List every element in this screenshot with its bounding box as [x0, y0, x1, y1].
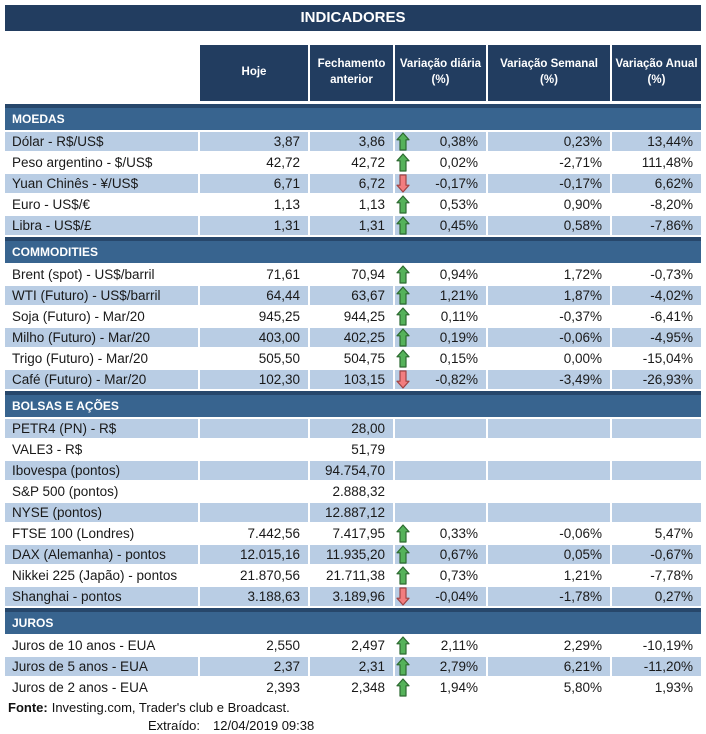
cell-fechamento: 12.887,12 [310, 503, 393, 522]
row-label: Soja (Futuro) - Mar/20 [5, 307, 198, 326]
up-arrow-icon [396, 636, 410, 655]
row-label: Peso argentino - $/US$ [5, 153, 198, 172]
cell-hoje: 3,87 [200, 132, 308, 151]
cell-variacao-anual: -8,20% [612, 195, 701, 214]
cell-fechamento: 1,13 [310, 195, 393, 214]
cell-fechamento: 63,67 [310, 286, 393, 305]
cell-variacao-diaria [395, 636, 486, 655]
cell-variacao-semanal [488, 419, 610, 438]
cell-variacao-semanal: 0,90% [488, 195, 610, 214]
cell-hoje: 21.870,56 [200, 566, 308, 585]
row-label: Juros de 5 anos - EUA [5, 657, 198, 676]
table-row [5, 195, 701, 214]
cell-variacao-diaria [395, 461, 486, 480]
up-arrow-icon [396, 286, 410, 305]
table-row [5, 286, 701, 305]
table-row [5, 566, 701, 585]
cell-variacao-semanal: -0,06% [488, 328, 610, 347]
row-label: Brent (spot) - US$/barril [5, 265, 198, 284]
table-row [5, 524, 701, 543]
cell-hoje: 2,550 [200, 636, 308, 655]
cell-hoje: 6,71 [200, 174, 308, 193]
cell-variacao-diaria [395, 132, 486, 151]
cell-fechamento: 21.711,38 [310, 566, 393, 585]
cell-variacao-anual: 5,47% [612, 524, 701, 543]
row-label: Dólar - R$/US$ [5, 132, 198, 151]
row-label: Yuan Chinês - ¥/US$ [5, 174, 198, 193]
extracted-timestamp: 12/04/2019 09:38 [213, 718, 315, 733]
variacao-diaria-value: 0,33% [439, 526, 478, 541]
cell-fechamento: 3,86 [310, 132, 393, 151]
section-header-moedas: MOEDAS [5, 104, 701, 130]
table-row [5, 349, 701, 368]
cell-hoje: 2,393 [200, 678, 308, 697]
variacao-diaria-value: 0,73% [439, 568, 478, 583]
cell-hoje: 2,37 [200, 657, 308, 676]
variacao-diaria-value: 0,19% [439, 330, 478, 345]
cell-variacao-diaria [395, 216, 486, 235]
row-label: Ibovespa (pontos) [5, 461, 198, 480]
cell-variacao-semanal [488, 440, 610, 459]
cell-hoje: 1,13 [200, 195, 308, 214]
cell-variacao-diaria [395, 195, 486, 214]
table-row [5, 461, 701, 480]
cell-fechamento: 28,00 [310, 419, 393, 438]
cell-variacao-anual: -0,73% [612, 265, 701, 284]
cell-variacao-diaria [395, 349, 486, 368]
column-header-variacao-semanal: Variação Semanal (%) [488, 45, 610, 101]
cell-fechamento: 1,31 [310, 216, 393, 235]
row-label: PETR4 (PN) - R$ [5, 419, 198, 438]
cell-variacao-semanal: -0,06% [488, 524, 610, 543]
table-row [5, 678, 701, 697]
cell-variacao-diaria [395, 657, 486, 676]
cell-fechamento: 504,75 [310, 349, 393, 368]
row-label: Libra - US$/£ [5, 216, 198, 235]
cell-variacao-anual: -15,04% [612, 349, 701, 368]
column-header-hoje: Hoje [200, 45, 308, 101]
cell-hoje [200, 503, 308, 522]
up-arrow-icon [396, 349, 410, 368]
cell-hoje: 403,00 [200, 328, 308, 347]
table-row [5, 216, 701, 235]
up-arrow-icon [396, 657, 410, 676]
row-label: Juros de 10 anos - EUA [5, 636, 198, 655]
cell-variacao-diaria [395, 524, 486, 543]
cell-variacao-diaria [395, 153, 486, 172]
table-row [5, 657, 701, 676]
cell-variacao-diaria [395, 482, 486, 501]
cell-fechamento: 70,94 [310, 265, 393, 284]
cell-variacao-semanal: -0,17% [488, 174, 610, 193]
up-arrow-icon [396, 265, 410, 284]
column-header-row [5, 45, 701, 101]
variacao-diaria-value: 2,11% [440, 638, 478, 653]
row-label: Nikkei 225 (Japão) - pontos [5, 566, 198, 585]
up-arrow-icon [396, 195, 410, 214]
variacao-diaria-value: 0,02% [439, 155, 478, 170]
source-line [5, 700, 701, 716]
row-label: S&P 500 (pontos) [5, 482, 198, 501]
variacao-diaria-value: 0,45% [439, 218, 478, 233]
up-arrow-icon [396, 678, 410, 697]
table-body [5, 104, 701, 697]
cell-variacao-semanal: -1,78% [488, 587, 610, 606]
row-label: WTI (Futuro) - US$/barril [5, 286, 198, 305]
cell-variacao-anual: 13,44% [612, 132, 701, 151]
cell-hoje: 71,61 [200, 265, 308, 284]
variacao-diaria-value: 0,11% [440, 309, 478, 324]
cell-fechamento: 6,72 [310, 174, 393, 193]
variacao-diaria-value: 1,21% [439, 288, 478, 303]
cell-variacao-diaria [395, 566, 486, 585]
table-row [5, 132, 701, 151]
cell-variacao-semanal: 5,80% [488, 678, 610, 697]
cell-variacao-semanal [488, 503, 610, 522]
cell-fechamento: 2,31 [310, 657, 393, 676]
cell-variacao-anual [612, 440, 701, 459]
cell-variacao-anual: -10,19% [612, 636, 701, 655]
cell-fechamento: 2,497 [310, 636, 393, 655]
cell-variacao-anual [612, 503, 701, 522]
cell-variacao-semanal: -0,37% [488, 307, 610, 326]
cell-variacao-diaria [395, 370, 486, 389]
cell-hoje: 64,44 [200, 286, 308, 305]
table-row [5, 587, 701, 606]
cell-fechamento: 94.754,70 [310, 461, 393, 480]
row-label: Euro - US$/€ [5, 195, 198, 214]
table-row [5, 328, 701, 347]
cell-variacao-semanal: -3,49% [488, 370, 610, 389]
cell-fechamento: 3.189,96 [310, 587, 393, 606]
source-label: Fonte: [8, 700, 48, 715]
table-row [5, 153, 701, 172]
row-label: Juros de 2 anos - EUA [5, 678, 198, 697]
cell-variacao-semanal: 1,72% [488, 265, 610, 284]
cell-hoje: 12.015,16 [200, 545, 308, 564]
cell-variacao-anual [612, 482, 701, 501]
cell-variacao-diaria [395, 587, 486, 606]
cell-variacao-semanal: 1,21% [488, 566, 610, 585]
variacao-diaria-value: 0,38% [439, 134, 478, 149]
cell-fechamento: 402,25 [310, 328, 393, 347]
cell-variacao-anual: 6,62% [612, 174, 701, 193]
cell-hoje: 945,25 [200, 307, 308, 326]
cell-variacao-diaria [395, 286, 486, 305]
table-row [5, 482, 701, 501]
up-arrow-icon [396, 307, 410, 326]
row-label: Café (Futuro) - Mar/20 [5, 370, 198, 389]
cell-hoje: 3.188,63 [200, 587, 308, 606]
source-text: Investing.com, Trader's club e Broadcast. [51, 700, 290, 715]
down-arrow-icon [396, 174, 410, 193]
variacao-diaria-value: -0,17% [435, 176, 478, 191]
section-header-bolsas-e-acoes: BOLSAS E AÇÕES [5, 391, 701, 417]
report-title: INDICADORES [5, 5, 701, 31]
row-label: NYSE (pontos) [5, 503, 198, 522]
cell-variacao-anual: -11,20% [612, 657, 701, 676]
cell-variacao-semanal: 0,05% [488, 545, 610, 564]
cell-variacao-anual: -4,95% [612, 328, 701, 347]
cell-variacao-semanal: 2,29% [488, 636, 610, 655]
cell-fechamento: 2,348 [310, 678, 393, 697]
row-label: Trigo (Futuro) - Mar/20 [5, 349, 198, 368]
cell-fechamento: 2.888,32 [310, 482, 393, 501]
variacao-diaria-value: 0,53% [439, 197, 478, 212]
cell-fechamento: 7.417,95 [310, 524, 393, 543]
cell-fechamento: 944,25 [310, 307, 393, 326]
up-arrow-icon [396, 153, 410, 172]
up-arrow-icon [396, 566, 410, 585]
table-row [5, 545, 701, 564]
cell-fechamento: 42,72 [310, 153, 393, 172]
cell-hoje [200, 482, 308, 501]
cell-variacao-anual: 111,48% [612, 153, 701, 172]
table-row [5, 503, 701, 522]
cell-variacao-anual: -4,02% [612, 286, 701, 305]
cell-variacao-diaria [395, 174, 486, 193]
report-footer [5, 700, 701, 734]
table-row [5, 174, 701, 193]
cell-hoje [200, 419, 308, 438]
cell-variacao-semanal [488, 461, 610, 480]
up-arrow-icon [396, 545, 410, 564]
row-label: FTSE 100 (Londres) [5, 524, 198, 543]
cell-variacao-anual: -6,41% [612, 307, 701, 326]
cell-hoje: 102,30 [200, 370, 308, 389]
cell-hoje: 7.442,56 [200, 524, 308, 543]
row-label: Milho (Futuro) - Mar/20 [5, 328, 198, 347]
extracted-label: Extraído: [148, 718, 201, 733]
variacao-diaria-value: -0,04% [435, 589, 478, 604]
cell-fechamento: 11.935,20 [310, 545, 393, 564]
row-label: DAX (Alemanha) - pontos [5, 545, 198, 564]
cell-variacao-diaria [395, 503, 486, 522]
cell-hoje [200, 440, 308, 459]
cell-variacao-anual: -26,93% [612, 370, 701, 389]
column-header-fechamento: Fechamento anterior [310, 45, 393, 101]
cell-variacao-semanal: 0,58% [488, 216, 610, 235]
table-row [5, 419, 701, 438]
table-row [5, 265, 701, 284]
variacao-diaria-value: 0,67% [439, 547, 478, 562]
cell-variacao-anual: -0,67% [612, 545, 701, 564]
up-arrow-icon [396, 524, 410, 543]
cell-variacao-diaria [395, 678, 486, 697]
cell-variacao-diaria [395, 419, 486, 438]
cell-variacao-semanal: 0,00% [488, 349, 610, 368]
section-header-juros: JUROS [5, 608, 701, 634]
table-row [5, 370, 701, 389]
cell-hoje: 1,31 [200, 216, 308, 235]
column-header-variacao-anual: Variação Anual (%) [612, 45, 701, 101]
cell-variacao-anual: 1,93% [612, 678, 701, 697]
cell-hoje: 42,72 [200, 153, 308, 172]
extracted-line [5, 718, 701, 734]
cell-hoje: 505,50 [200, 349, 308, 368]
cell-variacao-diaria [395, 307, 486, 326]
cell-variacao-semanal: 1,87% [488, 286, 610, 305]
variacao-diaria-value: 0,15% [439, 351, 478, 366]
cell-variacao-diaria [395, 440, 486, 459]
cell-fechamento: 103,15 [310, 370, 393, 389]
up-arrow-icon [396, 132, 410, 151]
cell-variacao-semanal: 6,21% [488, 657, 610, 676]
variacao-diaria-value: -0,82% [435, 372, 478, 387]
up-arrow-icon [396, 328, 410, 347]
cell-hoje [200, 461, 308, 480]
cell-variacao-diaria [395, 545, 486, 564]
cell-variacao-semanal: 0,23% [488, 132, 610, 151]
section-header-commodities: COMMODITIES [5, 237, 701, 263]
table-row [5, 636, 701, 655]
down-arrow-icon [396, 587, 410, 606]
cell-variacao-diaria [395, 328, 486, 347]
cell-variacao-semanal: -2,71% [488, 153, 610, 172]
up-arrow-icon [396, 216, 410, 235]
cell-fechamento: 51,79 [310, 440, 393, 459]
column-header-variacao-diaria: Variação diária (%) [395, 45, 486, 101]
variacao-diaria-value: 1,94% [439, 680, 478, 695]
cell-variacao-semanal [488, 482, 610, 501]
cell-variacao-anual: -7,78% [612, 566, 701, 585]
table-row [5, 307, 701, 326]
cell-variacao-anual [612, 419, 701, 438]
cell-variacao-diaria [395, 265, 486, 284]
row-label: VALE3 - R$ [5, 440, 198, 459]
variacao-diaria-value: 0,94% [439, 267, 478, 282]
cell-variacao-anual: -7,86% [612, 216, 701, 235]
row-label: Shanghai - pontos [5, 587, 198, 606]
variacao-diaria-value: 2,79% [439, 659, 478, 674]
column-header-spacer [5, 45, 198, 101]
table-row [5, 440, 701, 459]
down-arrow-icon [396, 370, 410, 389]
cell-variacao-anual [612, 461, 701, 480]
cell-variacao-anual: 0,27% [612, 587, 701, 606]
